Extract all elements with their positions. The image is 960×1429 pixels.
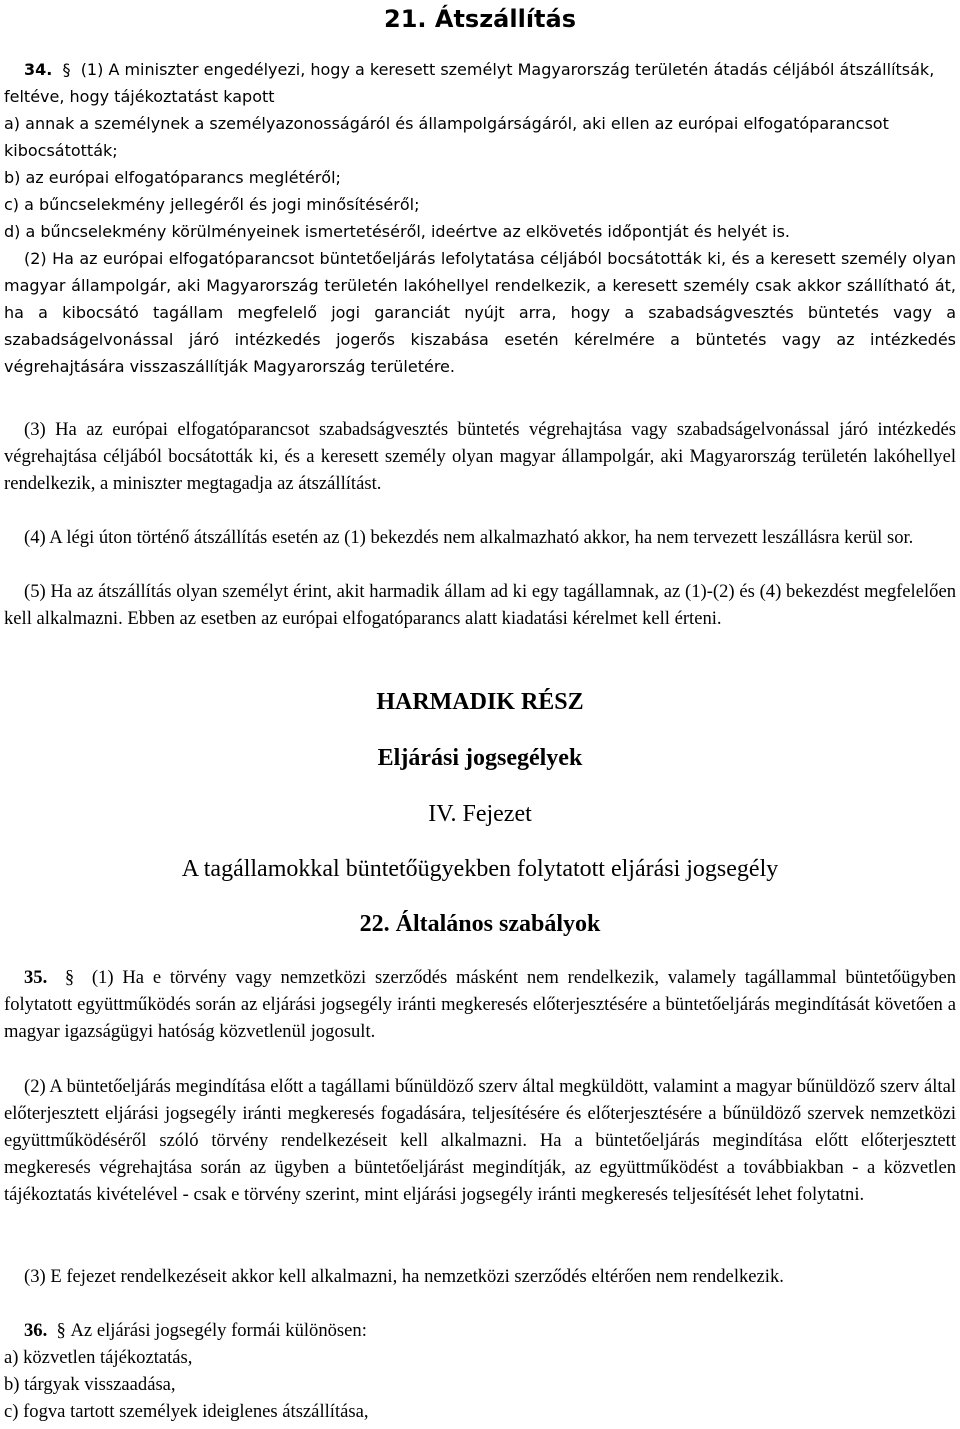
section-34-sign: § [62,60,71,79]
section-34-number: 34. [24,60,53,79]
section-35-p3: (3) E fejezet rendelkezéseit akkor kell alkalmazni, ha nemzetközi szerződés eltérően nem rendelkezik. [24,1266,784,1287]
section-34-p1-b: b) az európai elfogatóparancs meglétéről; [4,168,341,187]
section-34-p1-a: a) annak a személynek a személyazonosságáról és állampolgárságáról, aki ellen az európai elfogatóparancsot kibocsátották; [4,114,889,160]
section-22-title: 22. Általános szabályok [359,911,601,937]
section-35-number: 35. [24,967,48,988]
section-36-intro [4,1317,956,1344]
section-36-a: a) közvetlen tájékoztatás, [4,1347,193,1368]
section-35-p1 [4,964,956,1045]
section-34-paragraph-1-intro [4,56,956,110]
section-36-c: c) fogva tartott személyek ideiglenes átszállítása, [4,1401,369,1422]
section-34-p1-c: c) a bűncselekmény jellegéről és jogi minősítéséről; [4,195,420,214]
part-title: HARMADIK RÉSZ [376,689,584,715]
section-36-number: 36. [24,1320,48,1341]
part-subtitle: Eljárási jogsegélyek [377,745,583,771]
section-36-b: b) tárgyak visszaadása, [4,1374,176,1395]
section-35-sign: § [64,967,75,988]
chapter-title: A tagállamokkal büntetőügyekben folytatott eljárási jogsegély [181,856,779,882]
section-35-p1-text: (1) Ha e törvény vagy nemzetközi szerződés másként nem rendelkezik, valamely tagállammal büntetőügyben folytatott együttműködés során az eljárási jogsegély iránti megkeresés előterjesztésére a büntetőeljárás megindítását követően a magyar igazságügyi hatóság közvetlenül jogosult. [4,967,957,1042]
section-36-sign: § [56,1320,66,1341]
section-21-title: 21. Átszállítás [384,5,576,33]
section-35-p2: (2) A büntetőeljárás megindítása előtt a tagállami bűnüldöző szerv által megküldött, valamint a magyar bűnüldöző szerv által előterjesztett eljárási jogsegély iránti megkeresés fogadására, teljesítésére és előterjesztésére a bűnüldöző szervek nemzetközi együttműködéséről szóló törvény rendelkezéseit kell alkalmazni. Ha a büntetőeljárás megindítása előtt előterjesztett megkeresés végrehajtása során az ügyben a büntetőeljárást megindítják, az együttműködést a továbbiakban - a közvetlen tájékoztatás kivételével - csak e törvény szerint, mint eljárási jogsegély iránti megkeresés teljesítését lehet folytatni. [4,1076,956,1205]
section-34-p2: (2) Ha az európai elfogatóparancsot büntetőeljárás lefolytatása céljából bocsátották ki, és a keresett személy olyan magyar állampolgár, aki Magyarország területén lakóhellyel rendelkezik, a keresett személy csak akkor szállítható át, ha a kibocsátó tagállam megfelelő jogi garanciát nyújt arra, hogy a szabadságvesztés büntetés vagy a szabadságelvonással járó intézkedés jogerős kiszabása esetén kérelmére a büntetés vagy az intézkedés végrehajtására visszaszállítják Magyarország területére. [4,249,956,376]
chapter-number: IV. Fejezet [428,801,532,827]
section-34-p1-d: d) a bűncselekmény körülményeinek ismertetéséről, ideértve az elkövetés időpontját és helyét is. [4,222,791,241]
section-36-intro-text: Az eljárási jogsegély formái különösen: [70,1320,367,1341]
section-34-p1-intro: (1) A miniszter engedélyezi, hogy a keresett személyt Magyarország területén átadás céljából átszállítsák, feltéve, hogy tájékoztatást kapott [4,60,935,106]
section-34-p5: (5) Ha az átszállítás olyan személyt érint, akit harmadik állam ad ki egy tagállamnak, az (1)-(2) és (4) bekezdést megfelelően kell alkalmazni. Ebben az esetben az európai elfogatóparancs alatt kiadatási kérelmet kell érteni. [4,581,956,629]
section-34-p4: (4) A légi úton történő átszállítás esetén az (1) bekezdés nem alkalmazható akkor, ha nem tervezett leszállásra kerül sor. [24,527,914,548]
section-34-p3: (3) Ha az európai elfogatóparancsot szabadságvesztés büntetés végrehajtása vagy szabadságelvonással járó intézkedés végrehajtása céljából bocsátották ki, és a keresett személy olyan magyar állampolgár, aki Magyarország területén lakóhellyel rendelkezik, a miniszter megtagadja az átszállítást. [4,419,956,494]
